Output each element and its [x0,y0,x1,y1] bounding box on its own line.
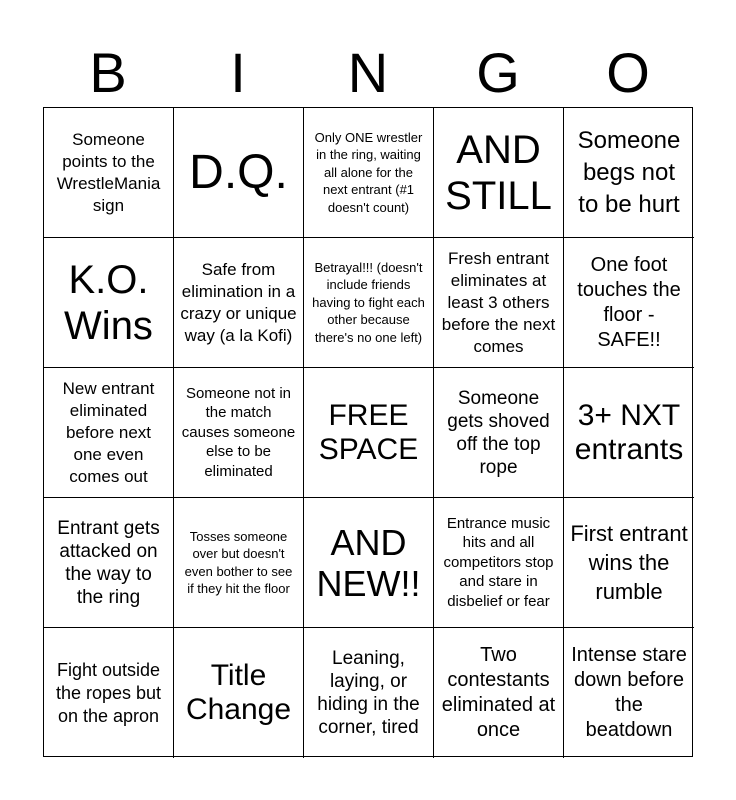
bingo-cell-r4c4[interactable] [434,498,564,628]
cell-text: Leaning, laying, or hiding in the corner, tired [317,648,420,738]
cell-text: 3+ NXT entrants [574,398,684,466]
bingo-cell-r3c5[interactable] [564,368,694,498]
cell-text: Title Change [185,659,292,726]
cell-text: Only ONE wrestler in the ring, waiting all alone for the next entrant (#1 doesn't count) [314,129,423,215]
cell-text: Entrant gets attacked on the way to the ring [57,517,160,608]
bingo-cell-r5c1[interactable] [44,628,174,758]
bingo-cell-r2c3[interactable] [304,238,434,368]
cell-text: Someone not in the match causes someone else to be eliminated [181,384,296,480]
bingo-grid [43,107,693,757]
bingo-cell-r1c2[interactable] [174,108,304,238]
cell-text: Fight outside the ropes but on the apron [55,659,162,726]
cell-text: Safe from elimination in a crazy or unique way (a la Kofi) [180,259,297,345]
bingo-cell-r1c4[interactable] [434,108,564,238]
header-letter-o: O [606,41,650,104]
bingo-cell-r5c4[interactable] [434,628,564,758]
bingo-cell-r1c3[interactable] [304,108,434,238]
cell-text: Entrance music hits and all competitors stop and stare in disbelief or fear [443,514,554,610]
bingo-cell-r5c5[interactable] [564,628,694,758]
cell-text: FREE SPACE [318,398,419,466]
header-letter-b: B [89,41,127,104]
bingo-cell-r3c3[interactable] [304,368,434,498]
cell-text: Someone points to the WrestleMania sign [56,129,161,215]
cell-text: Intense stare down before the beatdown [571,644,687,741]
bingo-cell-r5c3[interactable] [304,628,434,758]
bingo-cell-r4c2[interactable] [174,498,304,628]
header-letter-n: N [347,41,389,104]
header-letter-g: G [476,41,520,104]
bingo-cell-r3c2[interactable] [174,368,304,498]
bingo-cell-r3c1[interactable] [44,368,174,498]
bingo-cell-r3c4[interactable] [434,368,564,498]
cell-text: Tosses someone over but doesn't even bother to see if they hit the floor [184,528,293,596]
header-letter-i: I [230,41,246,104]
cell-text: Two contestants eliminated at once [441,644,556,741]
cell-text: Betrayal!!! (doesn't include friends having to fight each other because there's no one left) [312,259,425,345]
bingo-cell-r1c1[interactable] [44,108,174,238]
cell-text: New entrant eliminated before next one even comes out [62,378,155,486]
bingo-cell-r2c4[interactable] [434,238,564,368]
cell-text: D.Q. [189,145,288,199]
bingo-cell-r2c1[interactable] [44,238,174,368]
bingo-header [43,38,693,108]
bingo-cell-r5c2[interactable] [174,628,304,758]
cell-text: Someone gets shoved off the top rope [447,387,550,478]
bingo-cell-r2c5[interactable] [564,238,694,368]
bingo-cell-r2c2[interactable] [174,238,304,368]
cell-text: K.O. Wins [64,257,153,348]
cell-text: Fresh entrant eliminates at least 3 others before the next comes [441,248,556,356]
cell-text: AND STILL [445,127,552,218]
cell-text: One foot touches the floor - SAFE!! [577,253,681,351]
cell-text: AND NEW!! [316,521,421,604]
bingo-cell-r1c5[interactable] [564,108,694,238]
bingo-cell-r4c1[interactable] [44,498,174,628]
bingo-cell-r4c5[interactable] [564,498,694,628]
bingo-cell-r4c3[interactable] [304,498,434,628]
cell-text: First entrant wins the rumble [570,521,688,604]
cell-text: Someone begs not to be hurt [577,126,681,218]
